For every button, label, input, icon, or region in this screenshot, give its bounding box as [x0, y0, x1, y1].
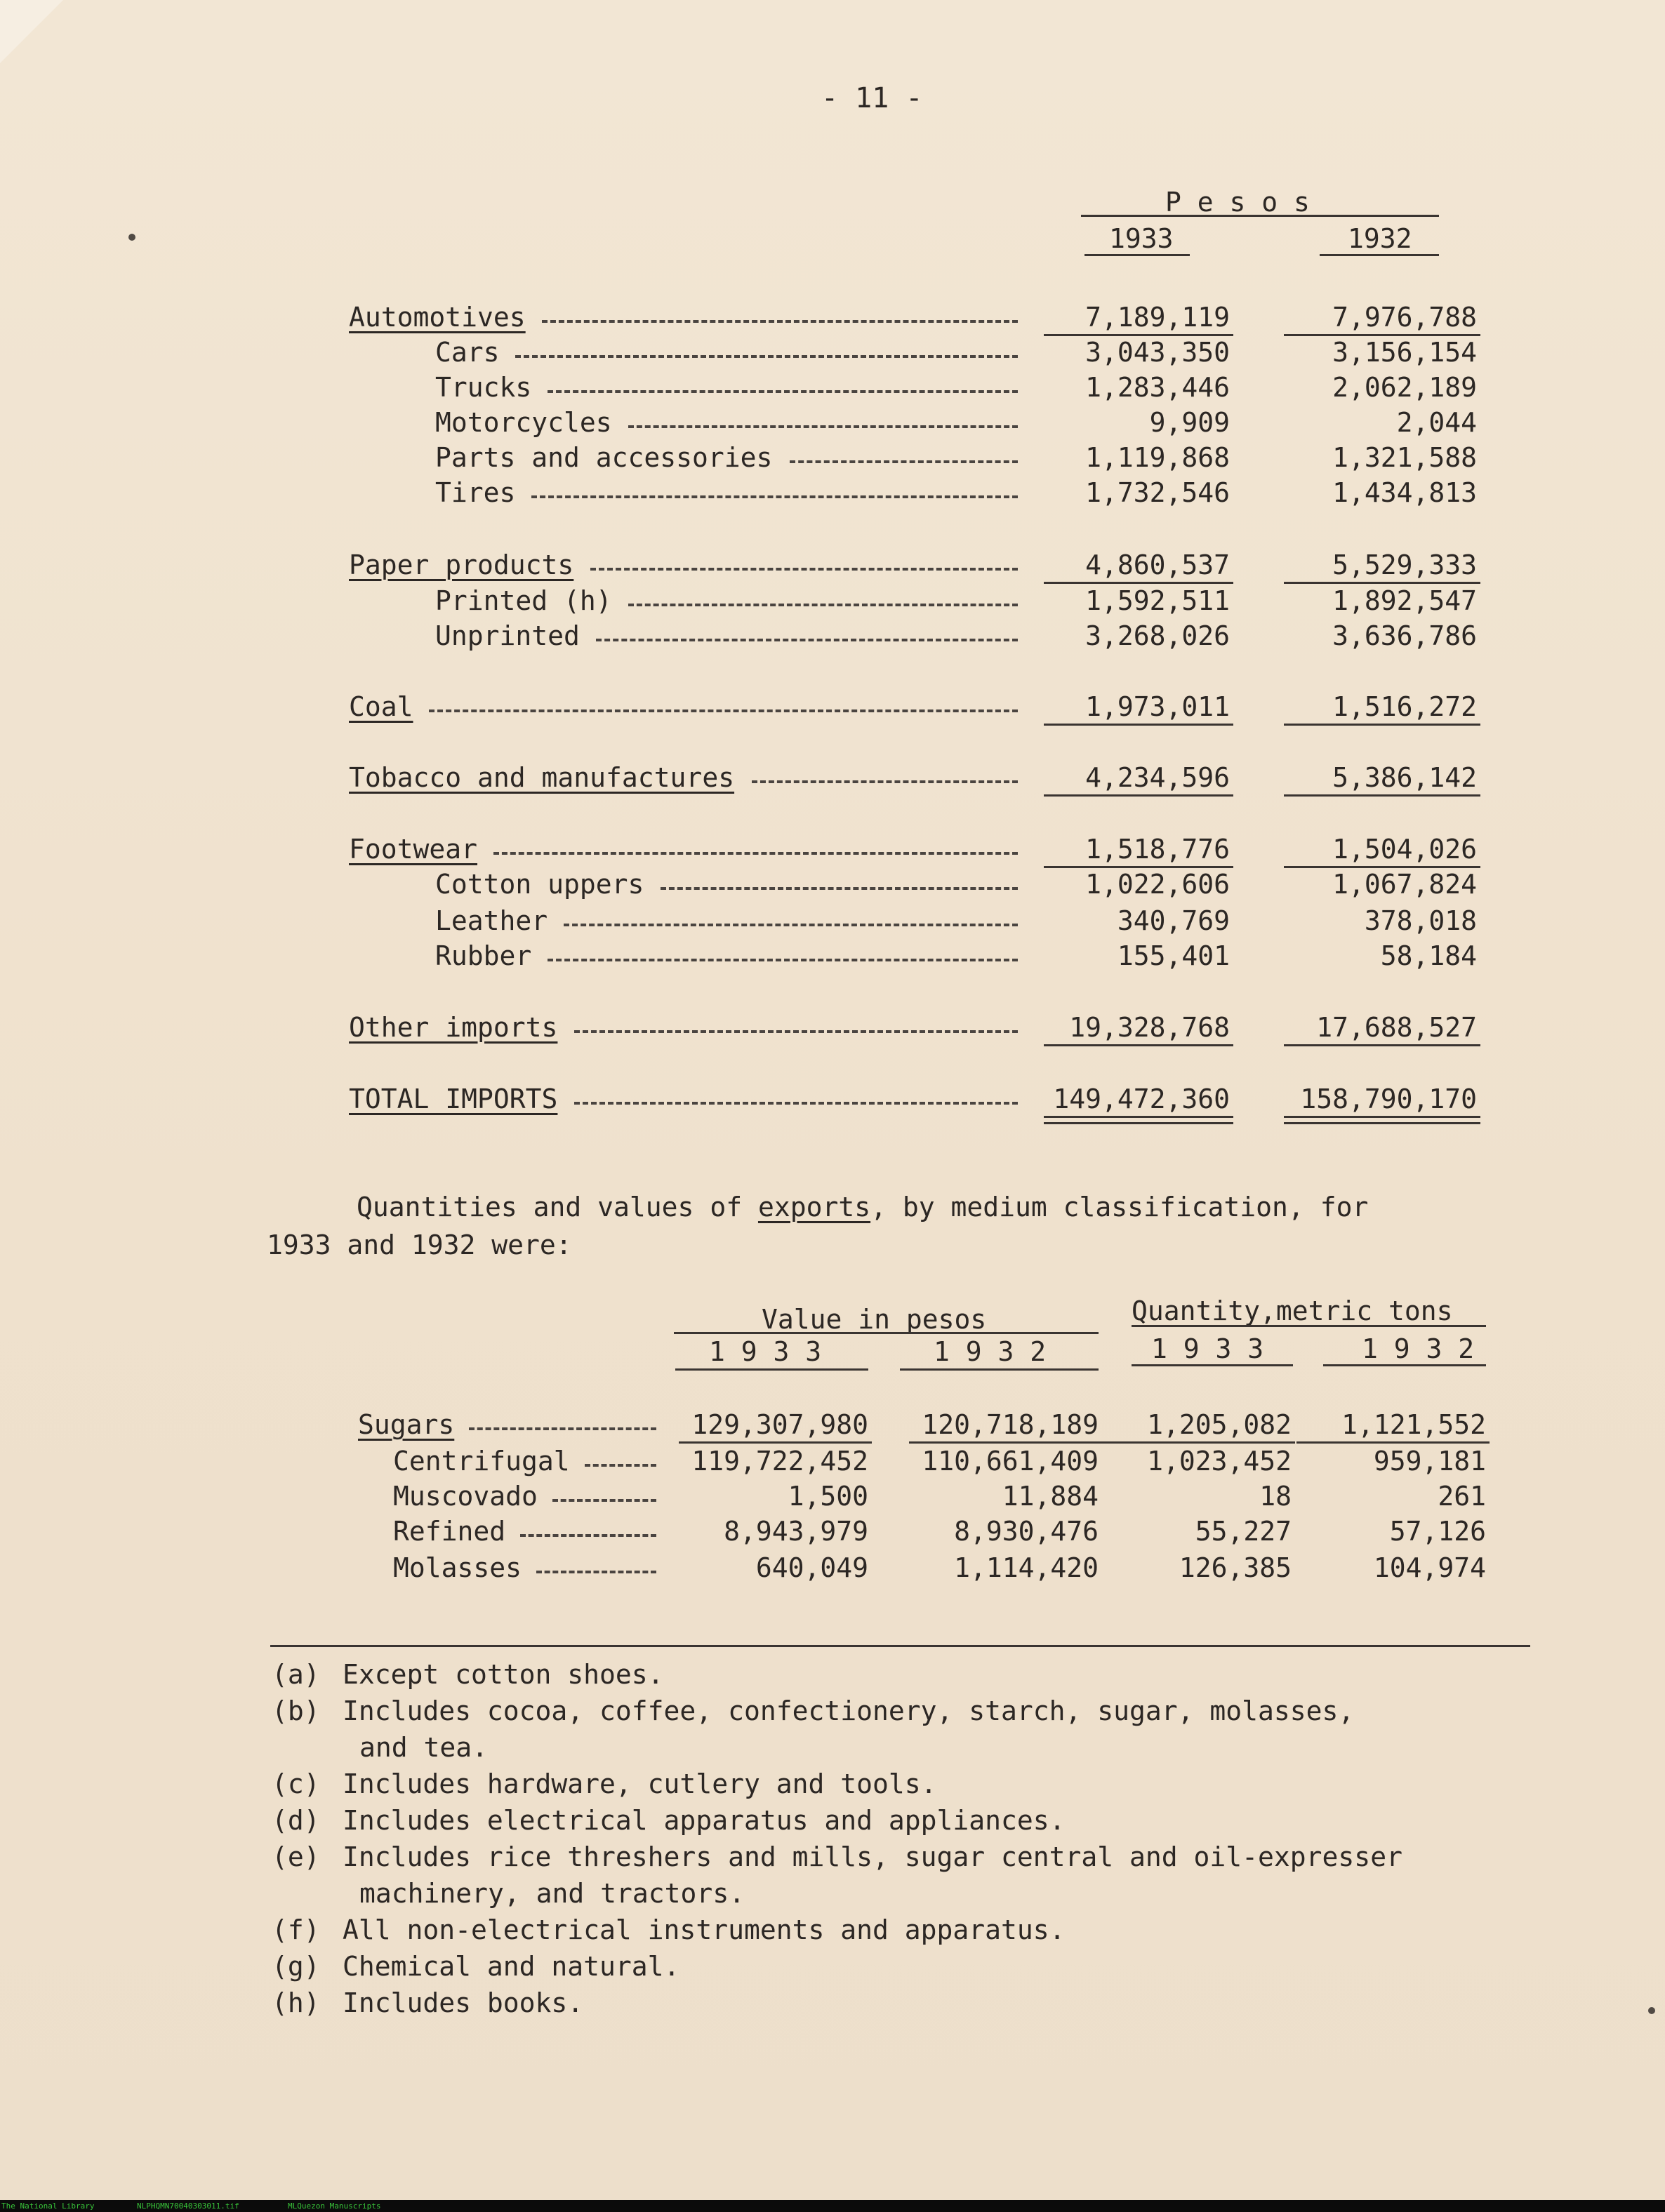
leader-dashes — [564, 924, 1018, 926]
import-value-1932: 1,321,588 — [1332, 442, 1477, 473]
import-value-1933: 1,518,776 — [1085, 834, 1230, 865]
leader-dashes — [552, 1499, 656, 1502]
import-value-1933: 3,043,350 — [1085, 337, 1230, 368]
total-rule-1933 — [1044, 1044, 1233, 1046]
total-rule-1932 — [1284, 1044, 1480, 1046]
export-val1933: 1,500 — [788, 1481, 868, 1512]
export-year-header: 1 9 3 2 — [934, 1336, 1047, 1367]
leader-dashes — [520, 1534, 656, 1537]
currency-header: P e s o s — [1165, 187, 1310, 218]
leader-dashes — [548, 959, 1018, 961]
import-value-1932: 3,636,786 — [1332, 620, 1477, 651]
import-value-1932: 7,976,788 — [1332, 302, 1477, 333]
import-value-1932: 1,892,547 — [1332, 585, 1477, 616]
intro-keyword-exports: exports — [757, 1192, 871, 1222]
export-qty1933: 126,385 — [1179, 1552, 1292, 1583]
import-value-1933: 155,401 — [1117, 940, 1230, 971]
export-val1932: 8,930,476 — [954, 1516, 1099, 1547]
total-rule-1932 — [1284, 794, 1480, 797]
year-header-1932: 1932 — [1348, 223, 1412, 254]
footnote-continuation: machinery, and tractors. — [359, 1878, 745, 1909]
leader-dashes — [515, 355, 1018, 358]
total-rule-1932 — [1284, 866, 1480, 868]
import-value-1933: 1,732,546 — [1085, 477, 1230, 508]
leader-dashes — [628, 425, 1018, 428]
footnote-key: (c) — [272, 1768, 320, 1799]
year-rule-1933 — [1084, 254, 1190, 256]
leader-dashes — [590, 568, 1018, 571]
exports-intro-line2: 1933 and 1932 were: — [267, 1230, 572, 1260]
import-row-label: Coal — [349, 691, 413, 722]
export-qty1933: 18 — [1259, 1481, 1292, 1512]
import-value-1932: 1,067,824 — [1332, 869, 1477, 900]
import-value-1933: 1,119,868 — [1085, 442, 1230, 473]
export-val1932: 11,884 — [1002, 1481, 1099, 1512]
leader-dashes — [752, 780, 1018, 783]
import-value-1932: 1,434,813 — [1332, 477, 1477, 508]
footnote-text: Includes cocoa, coffee, confectionery, starch, sugar, molasses, — [343, 1695, 1355, 1726]
import-value-1932: 58,184 — [1380, 940, 1477, 971]
intro-text: , by medium classification, for — [870, 1192, 1369, 1222]
export-qty1933: 55,227 — [1195, 1516, 1292, 1547]
export-row-label: Centrifugal — [393, 1446, 570, 1477]
import-row-label: Rubber — [435, 940, 532, 971]
sugar-total-rule — [909, 1441, 1102, 1444]
footer-file: NLPHQMN70040303011.tif — [137, 2201, 239, 2211]
footnote-text: Includes rice threshers and mills, sugar central and oil-expresser — [343, 1841, 1402, 1872]
punch-mark — [1648, 2007, 1655, 2014]
leader-dashes — [531, 495, 1018, 498]
sugar-total-rule — [679, 1441, 872, 1444]
sugar-total-rule — [1296, 1441, 1490, 1444]
footnote-key: (a) — [272, 1659, 320, 1690]
export-qty1932: 57,126 — [1389, 1516, 1486, 1547]
leader-dashes — [548, 390, 1018, 393]
leader-dashes — [574, 1102, 1018, 1105]
import-value-1932: 2,062,189 — [1332, 372, 1477, 403]
import-row-label: Cars — [435, 337, 500, 368]
footnote-text: Includes books. — [343, 1987, 584, 2018]
import-row-label: Trucks — [435, 372, 532, 403]
leader-dashes — [661, 887, 1018, 890]
import-value-1933: 149,472,360 — [1053, 1084, 1230, 1114]
export-val1933: 640,049 — [755, 1552, 868, 1583]
export-val1932: 120,718,189 — [922, 1409, 1099, 1440]
punch-mark — [128, 234, 135, 241]
export-qty1933: 1,023,452 — [1147, 1446, 1292, 1477]
import-row-label: Automotives — [349, 302, 526, 333]
footnote-key: (f) — [272, 1914, 320, 1945]
export-year-header: 1 9 3 3 — [1151, 1333, 1264, 1364]
footnote-text: Includes hardware, cutlery and tools. — [343, 1768, 937, 1799]
import-row-label: Paper products — [349, 549, 574, 580]
export-row-label: Refined — [393, 1516, 506, 1547]
import-row-label: Footwear — [349, 834, 478, 865]
total-rule-1933 — [1044, 794, 1233, 797]
import-value-1933: 1,283,446 — [1085, 372, 1230, 403]
export-qty1932: 959,181 — [1373, 1446, 1486, 1477]
quantity-header-rule — [1132, 1325, 1486, 1327]
export-row-label: Molasses — [393, 1552, 522, 1583]
import-value-1932: 5,386,142 — [1332, 762, 1477, 793]
import-value-1933: 1,973,011 — [1085, 691, 1230, 722]
import-value-1933: 4,860,537 — [1085, 549, 1230, 580]
import-row-label: Tobacco and manufactures — [349, 762, 735, 793]
footnote-text: All non-electrical instruments and apparatus. — [343, 1914, 1066, 1945]
import-value-1932: 3,156,154 — [1332, 337, 1477, 368]
header-rule — [1081, 215, 1439, 217]
leader-dashes — [574, 1030, 1018, 1033]
export-val1933: 119,722,452 — [691, 1446, 868, 1477]
export-year-header: 1 9 3 3 — [709, 1336, 822, 1367]
export-year-header: 1 9 3 2 — [1362, 1333, 1475, 1364]
import-row-label: Unprinted — [435, 620, 580, 651]
folded-corner — [0, 0, 63, 63]
import-row-label: Other imports — [349, 1012, 558, 1043]
import-row-label: Leather — [435, 905, 548, 936]
export-qty1933: 1,205,082 — [1147, 1409, 1292, 1440]
total-rule-1933 — [1044, 866, 1233, 868]
import-value-1933: 19,328,768 — [1069, 1012, 1230, 1043]
value-header: Value in pesos — [762, 1304, 987, 1335]
export-year-rule — [675, 1368, 868, 1371]
leader-dashes — [429, 709, 1018, 712]
footnote-key: (h) — [272, 1987, 320, 2018]
export-qty1932: 261 — [1438, 1481, 1486, 1512]
export-row-label: Sugars — [358, 1409, 455, 1440]
page-number: - 11 - — [821, 82, 923, 114]
import-value-1932: 1,504,026 — [1332, 834, 1477, 865]
total-rule-1932 — [1284, 334, 1480, 336]
export-row-label: Muscovado — [393, 1481, 538, 1512]
import-value-1932: 5,529,333 — [1332, 549, 1477, 580]
import-value-1933: 9,909 — [1149, 407, 1230, 438]
import-value-1933: 340,769 — [1117, 905, 1230, 936]
footer-collection: MLQuezon Manuscripts — [288, 2201, 381, 2211]
import-value-1932: 17,688,527 — [1316, 1012, 1477, 1043]
footnote-rule — [270, 1645, 1530, 1647]
import-value-1933: 4,234,596 — [1085, 762, 1230, 793]
total-rule-1933 — [1044, 334, 1233, 336]
export-year-rule — [1323, 1364, 1486, 1366]
year-rule-1932 — [1320, 254, 1439, 256]
intro-text: Quantities and values of — [357, 1192, 758, 1222]
footer-library: The National Library — [1, 2201, 95, 2211]
quantity-header: Quantity,metric tons — [1132, 1295, 1453, 1326]
total-rule-1932 — [1284, 724, 1480, 726]
import-value-1932: 158,790,170 — [1300, 1084, 1477, 1114]
footnote-key: (b) — [272, 1695, 320, 1726]
import-value-1933: 3,268,026 — [1085, 620, 1230, 651]
export-val1932: 1,114,420 — [954, 1552, 1099, 1583]
import-value-1932: 378,018 — [1364, 905, 1477, 936]
export-val1932: 110,661,409 — [922, 1446, 1099, 1477]
leader-dashes — [493, 852, 1018, 855]
import-row-label: Motorcycles — [435, 407, 612, 438]
import-value-1933: 1,592,511 — [1085, 585, 1230, 616]
export-qty1932: 1,121,552 — [1341, 1409, 1486, 1440]
total-rule-1933 — [1044, 724, 1233, 726]
total-rule-1932 — [1284, 1116, 1480, 1124]
leader-dashes — [790, 460, 1018, 463]
export-year-rule — [1132, 1364, 1293, 1366]
footnote-key: (d) — [272, 1805, 320, 1836]
sugar-total-rule — [1102, 1441, 1295, 1444]
leader-dashes — [628, 604, 1018, 606]
import-row-label: TOTAL IMPORTS — [349, 1084, 558, 1114]
export-val1933: 8,943,979 — [724, 1516, 868, 1547]
leader-dashes — [469, 1427, 656, 1430]
footnote-key: (g) — [272, 1951, 320, 1982]
total-rule-1932 — [1284, 582, 1480, 584]
footnote-text: Except cotton shoes. — [343, 1659, 664, 1690]
leader-dashes — [536, 1571, 656, 1573]
leader-dashes — [596, 639, 1018, 641]
exports-intro-line1 — [357, 1192, 1368, 1222]
import-value-1933: 7,189,119 — [1085, 302, 1230, 333]
footnote-text: Includes electrical apparatus and appliances. — [343, 1805, 1066, 1836]
import-row-label: Tires — [435, 477, 516, 508]
year-header-1933: 1933 — [1109, 223, 1174, 254]
total-rule-1933 — [1044, 1116, 1233, 1124]
export-year-rule — [900, 1368, 1099, 1371]
footnote-key: (e) — [272, 1841, 320, 1872]
footnote-text: Chemical and natural. — [343, 1951, 680, 1982]
import-value-1932: 1,516,272 — [1332, 691, 1477, 722]
import-row-label: Printed (h) — [435, 585, 612, 616]
scan-footer — [0, 2200, 1665, 2212]
import-row-label: Parts and accessories — [435, 442, 773, 473]
footnote-continuation: and tea. — [359, 1732, 489, 1763]
import-row-label: Cotton uppers — [435, 869, 644, 900]
export-qty1932: 104,974 — [1373, 1552, 1486, 1583]
export-val1933: 129,307,980 — [691, 1409, 868, 1440]
leader-dashes — [542, 320, 1018, 323]
total-rule-1933 — [1044, 582, 1233, 584]
value-header-rule — [674, 1332, 1099, 1334]
import-value-1933: 1,022,606 — [1085, 869, 1230, 900]
import-value-1932: 2,044 — [1396, 407, 1477, 438]
